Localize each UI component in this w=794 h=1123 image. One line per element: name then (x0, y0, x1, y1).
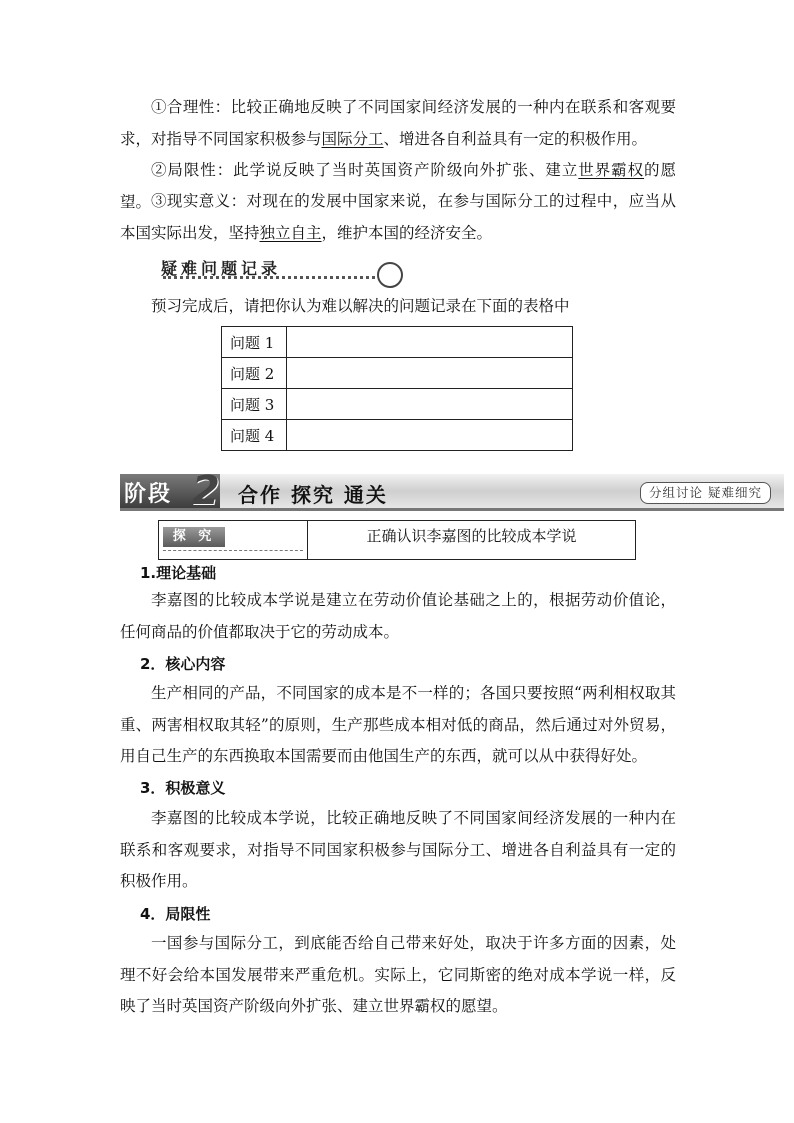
table-row (222, 358, 573, 389)
stage-number: 2 (192, 468, 220, 514)
explore-label-cell (159, 521, 308, 559)
dashed-line (163, 550, 303, 551)
explore-tag: 探 究 (163, 527, 225, 547)
section-text: 一国参与国际分工，到底能否给自己带来好处，取决于许多方面的因素，处理不好会给本国发展带来严重危机。实际上，它同斯密的绝对成本学说一样，反映了当时英国资产阶级向外扩张、建立世界霸权的愿望。 (120, 934, 676, 1015)
section-text: 李嘉图的比较成本学说，比较正确地反映了不同国家间经济发展的一种内在联系和客观要求，对指导不同国家积极参与国际分工、增进各自利益具有一定的积极作用。 (120, 809, 676, 890)
section-heading: 3．积极意义 (140, 779, 226, 797)
question-label: 问题 4 (222, 420, 287, 451)
question-label: 问题 1 (222, 327, 287, 358)
section-heading: 2．核心内容 (140, 655, 226, 673)
stage-title: 合作 探究 通关 (238, 483, 388, 507)
records-instruction: 预习完成后，请把你认为难以解决的问题记录在下面的表格中 (151, 297, 570, 315)
underlined-term: 独立自主 (259, 223, 322, 242)
answer-cell[interactable] (287, 420, 573, 451)
answer-cell[interactable] (287, 389, 573, 420)
answer-cell[interactable] (287, 358, 573, 389)
table-row (222, 389, 573, 420)
records-section-title: 疑难问题记录 (161, 259, 282, 278)
stage-banner (120, 468, 784, 514)
explore-box (158, 520, 636, 560)
question-label: 问题 2 (222, 358, 287, 389)
answer-cell[interactable] (287, 327, 573, 358)
table-row (222, 327, 573, 358)
circle-icon (377, 262, 403, 288)
paragraph-significance: ③现实意义：对现在的发展中国家来说，在参与国际分工的过程中，应当从本国实际出发，坚持独立自主，维护本国的经济安全。 (120, 192, 676, 242)
section-heading: 1.理论基础 (140, 564, 217, 582)
underlined-term: 世界霸权 (578, 161, 645, 179)
section-heading: 4．局限性 (140, 905, 211, 923)
table-row (222, 420, 573, 451)
paragraph-limitation: ②局限性：此学说反映了当时英国资产阶级向外扩张、建立世界霸权的愿望。 (120, 161, 676, 211)
dotted-line (163, 276, 381, 279)
explore-title: 正确认识李嘉图的比较成本学说 (366, 527, 577, 545)
records-section-banner (157, 254, 407, 288)
stage-tag: 分组讨论 疑难细究 (640, 482, 771, 504)
paragraph-rationality: ①合理性：比较正确地反映了不同国家间经济发展的一种内在联系和客观要求，对指导不同国家积极参与国际分工、增进各自利益具有一定的积极作用。 (120, 98, 676, 148)
stage-word: 阶段 (124, 482, 173, 507)
question-label: 问题 3 (222, 389, 287, 420)
records-table (221, 326, 573, 451)
section-text: 生产相同的产品，不同国家的成本是不一样的；各国只要按照“两利相权取其重、两害相权取其轻”的原则，生产那些成本相对低的商品，然后通过对外贸易，用自己生产的东西换取本国需要而由他国生产的东西，就可以从中获得好处。 (120, 684, 676, 765)
section-text: 李嘉图的比较成本学说是建立在劳动价值论基础之上的，根据劳动价值论，任何商品的价值都取决于它的劳动成本。 (120, 591, 676, 641)
underlined-term: 国际分工 (321, 129, 384, 148)
